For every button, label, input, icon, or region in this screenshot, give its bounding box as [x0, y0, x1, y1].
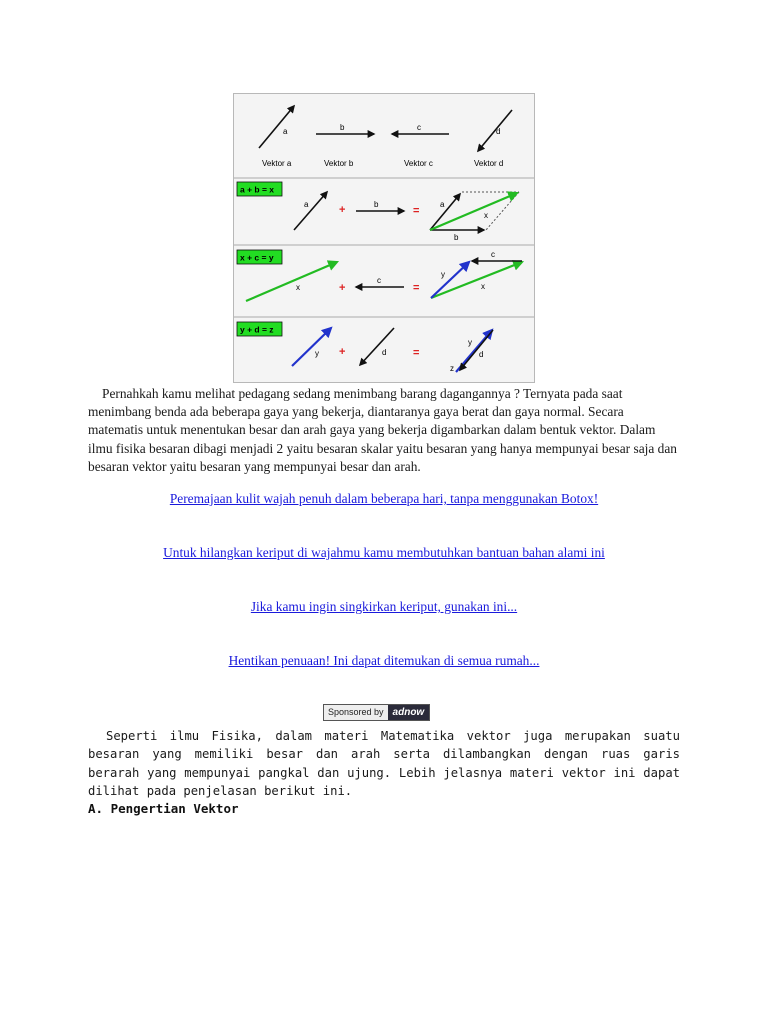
row3-vector-x — [246, 262, 337, 301]
body-paragraph — [88, 727, 680, 800]
equals-sign: = — [413, 282, 420, 294]
row2-label-x-result: x — [484, 211, 488, 220]
intro-paragraph — [88, 385, 680, 476]
ad-link-3[interactable]: Jika kamu ingin singkirkan keriput, gunakan ini... — [250, 599, 518, 614]
vector-a-arrow — [259, 106, 294, 148]
adnow-logo: adnow — [388, 705, 430, 720]
vector-d-letter: d — [496, 127, 501, 136]
ad-link-2[interactable]: Untuk hilangkan keriput di wajahmu kamu membutuhkan bantuan bahan alami ini — [163, 545, 605, 560]
row2-label-a: a — [304, 200, 309, 209]
caption-vektor-d: Vektor d — [474, 159, 504, 168]
row4-vector-d — [360, 328, 394, 365]
plus-sign: + — [339, 346, 346, 358]
ad-link-4[interactable]: Hentikan penuaan! Ini dapat ditemukan di semua rumah... — [228, 653, 540, 668]
row3-label-c: c — [377, 276, 381, 285]
row2-label-b: b — [374, 200, 379, 209]
vector-d-arrow — [478, 110, 512, 151]
sponsored-by-badge[interactable] — [323, 704, 430, 721]
vector-b-letter: b — [340, 123, 345, 132]
equals-sign: = — [413, 347, 420, 359]
equation-label: y + d = z — [240, 324, 274, 335]
row4-label-y: y — [315, 349, 319, 358]
row3-label-y-result: y — [441, 270, 445, 279]
section-heading: A. Pengertian Vektor — [88, 801, 239, 816]
row4-label-z-result: z — [450, 364, 454, 373]
caption-vektor-c: Vektor c — [404, 159, 433, 168]
row3-label-x: x — [296, 283, 300, 292]
plus-sign: + — [339, 204, 346, 216]
row2-label-b-result: b — [454, 233, 459, 242]
vector-diagram-figure — [233, 93, 535, 383]
caption-vektor-b: Vektor b — [324, 159, 354, 168]
equation-label: a + b = x — [240, 184, 275, 195]
equation-label: x + c = y — [240, 252, 274, 263]
row4-vector-y — [292, 328, 331, 366]
row2-vector-a — [294, 192, 327, 230]
row4-label-d-result: d — [479, 350, 484, 359]
row3-result-vectors — [431, 261, 522, 298]
caption-vektor-a: Vektor a — [262, 159, 292, 168]
body-paragraph-text: Seperti ilmu Fisika, dalam materi Matematika vektor juga merupakan suatu besaran yang memiliki besar dan arah serta dilambangkan dengan ruas garis berarah yang mempunyai pangkal dan ujung. Lebih jelasnya materi vektor ini dapat dilihat pada penjelasan berikut ini. — [88, 729, 680, 798]
row4-label-y-result: y — [468, 338, 472, 347]
equals-sign: = — [413, 205, 420, 217]
plus-sign: + — [339, 282, 346, 294]
vector-a-letter: a — [283, 127, 288, 136]
row2-parallelogram — [430, 192, 519, 230]
row3-label-x-result: x — [481, 282, 485, 291]
vector-c-letter: c — [417, 123, 421, 132]
row4-label-d: d — [382, 348, 387, 357]
intro-paragraph-text: Pernahkah kamu melihat pedagang sedang menimbang barang dagangannya ? Ternyata pada saat menimbang benda ada beberapa gaya yang bekerja, diantaranya gaya berat dan gaya normal. Secara matematis untuk menentukan besar dan arah gaya yang bekerja digambarkan dalam bentuk vektor. Dalam ilmu fisika besaran dibagi menjadi 2 yaitu besaran skalar yaitu besaran yang hanya mempunyai besar saja dan besaran vektor yaitu besaran yang mempunyai besar dan arah. — [88, 386, 677, 474]
row4-result-vectors — [456, 330, 493, 372]
row3-label-c-result: c — [491, 250, 495, 259]
ad-link-1[interactable]: Peremajaan kulit wajah penuh dalam beberapa hari, tanpa menggunakan Botox! — [169, 491, 599, 506]
sponsored-by-text: Sponsored by — [324, 705, 388, 720]
row2-label-a-result: a — [440, 200, 445, 209]
